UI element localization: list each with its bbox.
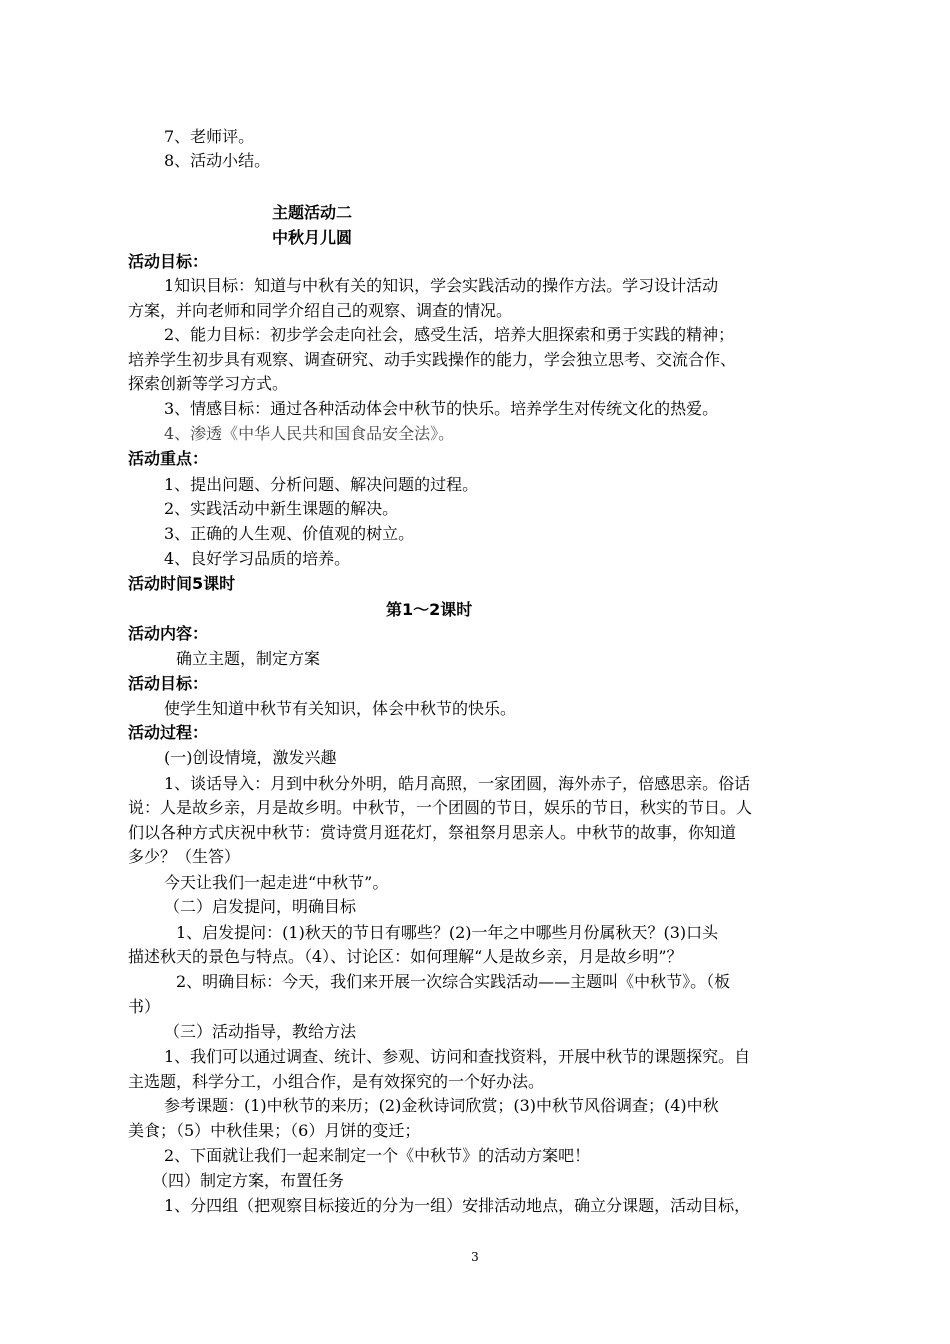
text-line: 参考课题：(1)中秋节的来历；(2)金秋诗词欣赏；(3)中秋节风俗调查；(4)中秋 [164,1096,719,1115]
text-line: 7、老师评。 [164,127,255,146]
text-line: 2、下面就让我们一起来制定一个《中秋节》的活动方案吧！ [164,1146,591,1165]
text-line: 2、能力目标：初步学会走向社会，感受生活，培养大胆探索和勇于实践的精神； [164,325,735,344]
text-line: 4、良好学习品质的培养。 [164,549,351,568]
heading: 活动目标： [128,252,209,271]
text-line: 方案，并向老师和同学介绍自己的观察、调查的情况。 [128,301,513,320]
text-line: 4、渗透《中华人民共和国食品安全法》。 [164,424,455,443]
text-line: 确立主题，制定方案 [176,649,321,668]
text-line: 1、谈话导入：月到中秋分外明，皓月高照，一家团圆，海外赤子，倍感思亲。俗话 [164,774,751,793]
text-line: 书） [128,997,161,1016]
text-line: 3、情感目标：通过各种活动体会中秋节的快乐。培养学生对传统文化的热爱。 [164,399,719,418]
text-line: 今天让我们一起走进“中秋节”。 [164,873,389,892]
text-line: (一)创设情境，激发兴趣 [164,748,337,767]
text-line: 使学生知道中秋节有关知识，体会中秋节的快乐。 [164,699,517,718]
section-title: 主题活动二 [272,203,353,222]
heading: 活动重点： [128,449,209,468]
heading: 活动目标： [128,674,209,693]
text-line: 美食；（5）中秋佳果；（6）月饼的变迁； [128,1121,421,1140]
text-line: 主选题，科学分工，小组合作，是有效探究的一个好办法。 [128,1072,545,1091]
text-line: 8、活动小结。 [164,151,271,170]
text-line: 多少？（生答） [128,847,241,866]
heading: 活动过程： [128,723,209,742]
text-line: （二）启发提问，明确目标 [164,897,357,916]
heading: 活动内容： [128,624,209,643]
lesson-title: 第1～2课时 [386,600,473,619]
text-line: 探索创新等学习方式。 [128,374,289,393]
text-line: 说：人是故乡亲，月是故乡明。中秋节，一个团圆的节日，娱乐的节日，秋实的节日。人 [128,798,753,817]
text-line: 培养学生初步具有观察、调查研究、动手实践操作的能力，学会独立思考、交流合作、 [128,350,737,369]
text-line: 3、正确的人生观、价值观的树立。 [164,524,415,543]
text-line: 1、提出问题、分析问题、解决问题的过程。 [164,475,479,494]
text-line: 2、实践活动中新生课题的解决。 [164,499,399,518]
text-line: 描述秋天的景色与特点。（4）、讨论区：如何理解“人是故乡亲，月是故乡明”？ [128,947,683,966]
text-line: 1、启发提问：(1)秋天的节日有哪些？(2)一年之中哪些月份属秋天？(3)口头 [176,923,719,942]
text-line: 1知识目标：知道与中秋有关的知识，学会实践活动的操作方法。学习设计活动 [164,276,719,295]
text-line: 2、明确目标：今天，我们来开展一次综合实践活动——主题叫《中秋节》。（板 [176,972,731,991]
heading: 活动时间5课时 [128,574,236,593]
text-line: 1、我们可以通过调查、统计、参观、访问和查找资料，开展中秋节的课题探究。自 [164,1047,751,1066]
page-number: 3 [471,1250,479,1264]
text-line: （三）活动指导，教给方法 [164,1022,357,1041]
text-line: 们以各种方式庆祝中秋节：赏诗赏月逛花灯，祭祖祭月思亲人。中秋节的故事，你知道 [128,823,737,842]
text-line: （四）制定方案，布置任务 [152,1171,345,1190]
text-line: 1、分四组（把观察目标接近的分为一组）安排活动地点，确立分课题，活动目标， [164,1196,751,1215]
section-subtitle: 中秋月儿圆 [272,228,353,247]
